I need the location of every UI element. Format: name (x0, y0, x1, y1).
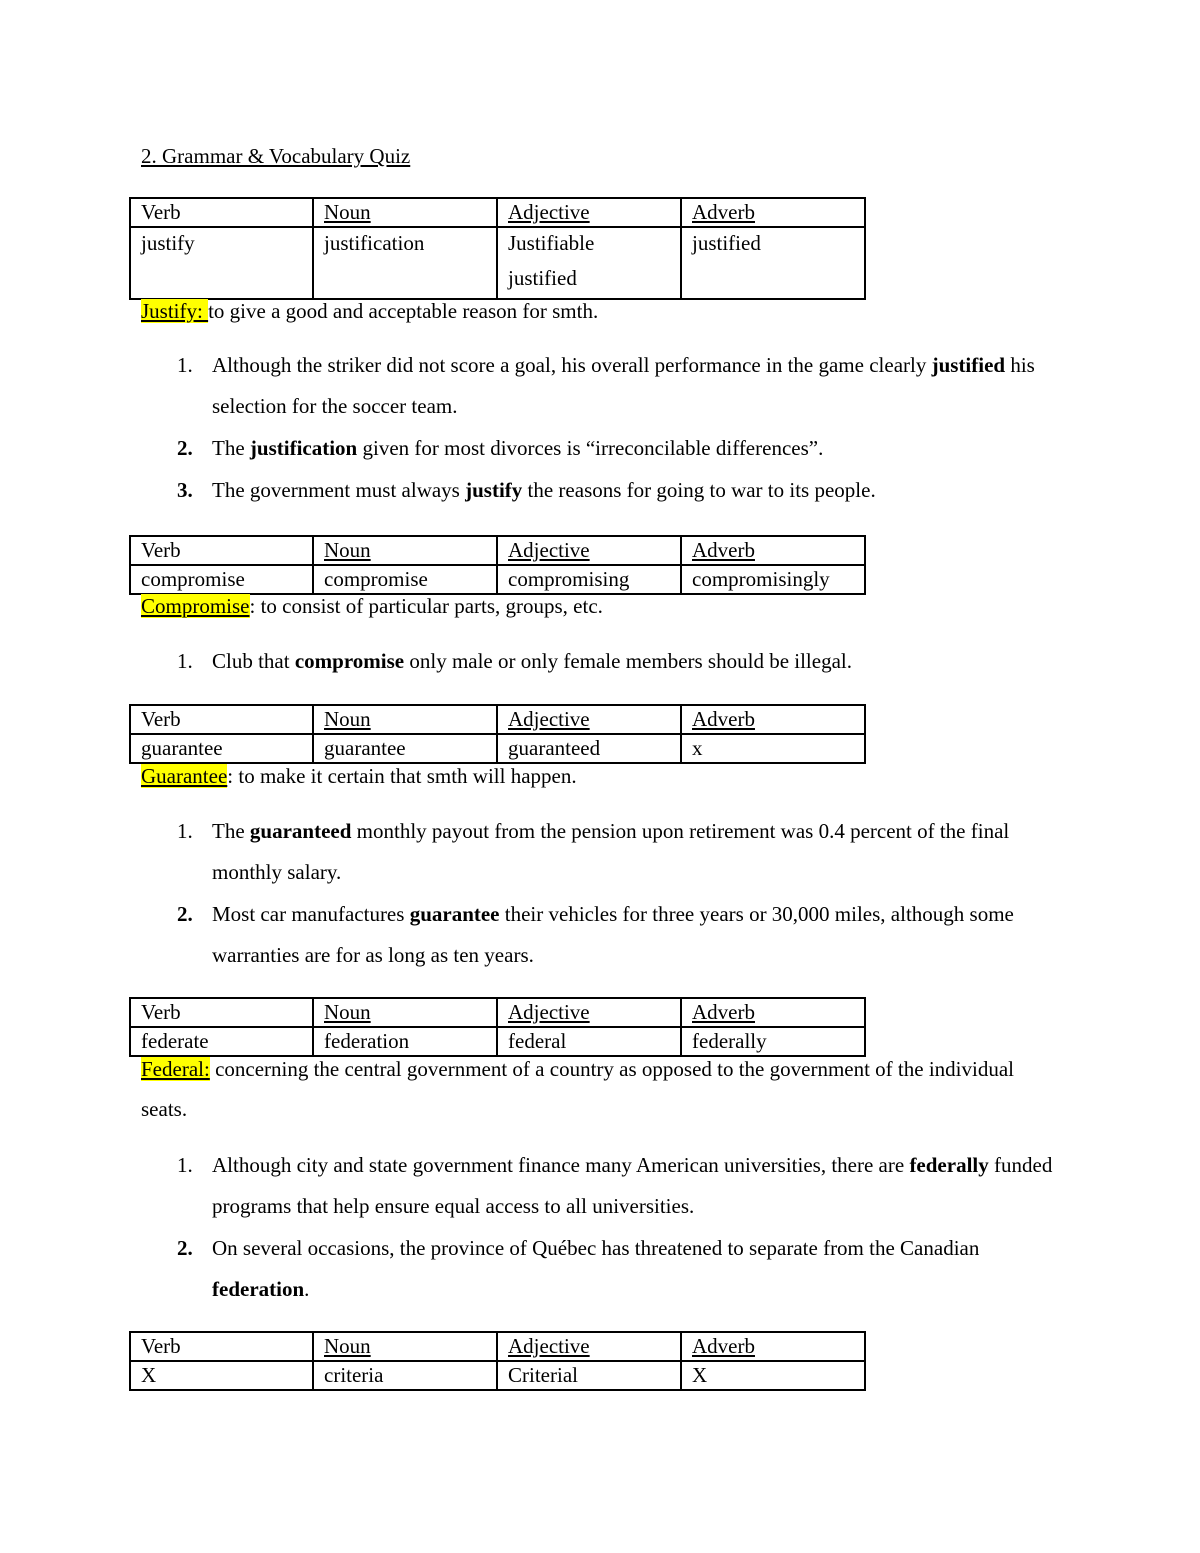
cell-adjective (497, 227, 681, 299)
definition-guarantee (141, 756, 1061, 796)
cell-noun: justification (313, 227, 497, 299)
sentence-text: given for most divorces is “irreconcilable differences”. (357, 436, 824, 460)
header-noun: Noun (313, 536, 497, 565)
list-item (177, 345, 1067, 427)
sentence-text: Most car manufactures (212, 902, 410, 926)
table-header-row (130, 998, 865, 1027)
keyword: compromise (294, 649, 405, 673)
cell-adverb: X (681, 1361, 865, 1390)
definition-federal (141, 1049, 1061, 1129)
definition-justify (141, 291, 1061, 331)
word-form-table-justify (129, 197, 866, 300)
definition-compromise (141, 586, 1061, 626)
definition-text: concerning the central government of a country as opposed to the government of the individual seats. (141, 1057, 1014, 1121)
list-item (177, 641, 1067, 682)
header-adverb: Adverb (681, 536, 865, 565)
cell-verb: X (130, 1361, 313, 1390)
list-number: 2. (177, 1236, 193, 1260)
header-noun: Noun (313, 705, 497, 734)
sentence-text: . (304, 1277, 310, 1301)
term-justify: Justify: (141, 299, 209, 323)
cell-adjective: guaranteed (497, 734, 681, 763)
list-number: 1. (177, 819, 193, 843)
sentence-text: Although city and state government finance many American universities, there are (212, 1153, 910, 1177)
keyword: justify (465, 478, 523, 502)
header-verb: Verb (130, 198, 313, 227)
header-verb: Verb (130, 705, 313, 734)
list-item (177, 470, 1067, 511)
table-header-row (130, 198, 865, 227)
word-form-table-guarantee (129, 704, 866, 764)
header-adverb: Adverb (681, 998, 865, 1027)
list-number: 2. (177, 902, 193, 926)
list-number: 1. (177, 1153, 193, 1177)
keyword: justification (249, 436, 358, 460)
sentence-text: funded programs that help ensure equal access to all universities. (212, 1153, 1053, 1218)
definition-text: : to make it certain that smth will happen. (227, 764, 577, 788)
sentence-text: The (212, 436, 250, 460)
cell-verb: justify (130, 227, 313, 299)
table-header-row (130, 705, 865, 734)
page-title: 2. Grammar & Vocabulary Quiz (141, 144, 411, 168)
keyword: federally (909, 1153, 989, 1177)
sentence-text: Club that (212, 649, 295, 673)
cell-noun: federation (313, 1027, 497, 1056)
sentence-text: monthly payout from the pension upon retirement was 0.4 percent of the final monthly salary. (212, 819, 1010, 884)
list-number: 1. (177, 353, 193, 377)
keyword: justified (931, 353, 1006, 377)
keyword: guaranteed (249, 819, 352, 843)
table-header-row (130, 536, 865, 565)
cell-noun: criteria (313, 1361, 497, 1390)
cell-adverb: compromisingly (681, 565, 865, 594)
header-noun: Noun (313, 1332, 497, 1361)
term-compromise: Compromise (141, 594, 250, 618)
sentence-text: Although the striker did not score a goal, his overall performance in the game clearly (212, 353, 932, 377)
word-form-table-federal (129, 997, 866, 1057)
cell-adjective: Criterial (497, 1361, 681, 1390)
header-noun: Noun (313, 998, 497, 1027)
term-federal: Federal: (141, 1057, 210, 1081)
cell-verb: compromise (130, 565, 313, 594)
header-adverb: Adverb (681, 198, 865, 227)
sentence-text: the reasons for going to war to its people. (522, 478, 876, 502)
header-noun: Noun (313, 198, 497, 227)
list-number: 2. (177, 436, 193, 460)
list-number: 3. (177, 478, 193, 502)
definition-text: : to consist of particular parts, groups, etc. (249, 594, 603, 618)
header-adverb: Adverb (681, 1332, 865, 1361)
cell-noun: compromise (313, 565, 497, 594)
header-adjective: Adjective (497, 998, 681, 1027)
table-row (130, 1361, 865, 1390)
cell-adverb: x (681, 734, 865, 763)
cell-verb: guarantee (130, 734, 313, 763)
header-adjective: Adjective (497, 198, 681, 227)
list-item (177, 894, 1067, 976)
sentence-text: The (212, 819, 250, 843)
header-verb: Verb (130, 1332, 313, 1361)
term-guarantee: Guarantee (141, 764, 228, 788)
cell-verb: federate (130, 1027, 313, 1056)
header-adjective: Adjective (497, 1332, 681, 1361)
header-verb: Verb (130, 998, 313, 1027)
header-verb: Verb (130, 536, 313, 565)
cell-adjective-line-2: justified (508, 266, 577, 290)
sentence-text: On several occasions, the province of Québec has threatened to separate from the Canadian (212, 1236, 980, 1260)
keyword: guarantee (409, 902, 500, 926)
sentence-text: their vehicles for three years or 30,000 miles, although some warranties are for as long as ten years. (212, 902, 1014, 967)
header-adjective: Adjective (497, 705, 681, 734)
cell-noun: guarantee (313, 734, 497, 763)
list-item (177, 1145, 1067, 1227)
cell-adverb: federally (681, 1027, 865, 1056)
list-item (177, 428, 1067, 469)
word-form-table-criteria (129, 1331, 866, 1391)
cell-adjective-line-1: Justifiable (508, 231, 595, 255)
list-item (177, 1228, 1067, 1310)
cell-adjective: compromising (497, 565, 681, 594)
definition-text: to give a good and acceptable reason for smth. (208, 299, 599, 323)
table-row (130, 227, 865, 299)
header-adjective: Adjective (497, 536, 681, 565)
cell-adjective: federal (497, 1027, 681, 1056)
keyword: federation (212, 1277, 305, 1301)
table-header-row (130, 1332, 865, 1361)
header-adverb: Adverb (681, 705, 865, 734)
cell-adverb: justified (681, 227, 865, 299)
sentence-text: The government must always (212, 478, 466, 502)
list-item (177, 811, 1067, 893)
sentence-text: only male or only female members should be illegal. (404, 649, 852, 673)
list-number: 1. (177, 649, 193, 673)
sentence-text: his selection for the soccer team. (212, 353, 1035, 418)
